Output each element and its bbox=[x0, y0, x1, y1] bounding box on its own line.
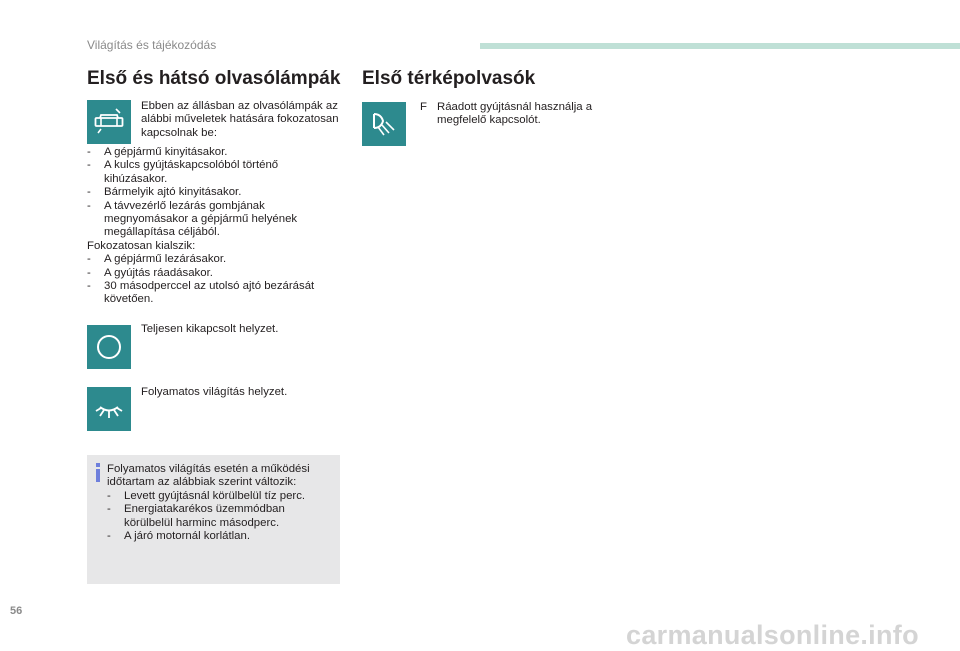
map-light-icon bbox=[362, 102, 406, 146]
info-intro: Folyamatos világítás esetén a működési időtartam az alábbiak szerint változik: bbox=[107, 463, 310, 489]
list-item: - Bármelyik ajtó kinyitásakor. bbox=[87, 186, 242, 199]
list-item: F Ráadott gyújtásnál használja a megfelelő kapcsolót. bbox=[420, 101, 593, 127]
list-item: - A távvezérlő lezárás gombjának megnyomásakor a gépjármű helyének megállapítása céljából. bbox=[87, 199, 298, 239]
header-bar bbox=[480, 43, 960, 49]
list-item: - Levett gyújtásnál körülbelül tíz perc. bbox=[107, 489, 306, 502]
list-item: - A gépjármű lezárásakor. bbox=[87, 253, 227, 266]
right-heading: Első térképolvasók bbox=[362, 68, 536, 89]
lamp-on-icon bbox=[87, 387, 131, 431]
off-position-text: Teljesen kikapcsolt helyzet. bbox=[141, 323, 279, 335]
section-title: Világítás és tájékozódás bbox=[87, 38, 217, 52]
list-item: - A gyújtás ráadásakor. bbox=[87, 266, 213, 279]
list-item: - 30 másodperccel az utolsó ajtó bezárását követően. bbox=[87, 280, 315, 306]
door-mode-icon bbox=[87, 100, 131, 144]
map-light-bullet bbox=[420, 101, 610, 128]
list-item: - Energiatakarékos üzemmódban körülbelül harminc másodperc. bbox=[107, 503, 285, 529]
list-item: - A gépjármű kinyitásakor. bbox=[87, 146, 228, 158]
off-position-icon bbox=[87, 325, 131, 369]
list-item: - A járó motornál korlátlan. bbox=[107, 530, 250, 543]
left-heading: Első és hátsó olvasólámpák bbox=[87, 68, 341, 89]
door-mode-list bbox=[87, 146, 340, 307]
lamp-on-text: Folyamatos világítás helyzet. bbox=[141, 386, 288, 398]
watermark: carmanualsonline.info bbox=[626, 620, 919, 650]
list-item: - A kulcs gyújtáskapcsolóból történő kihúzásakor. bbox=[87, 159, 279, 185]
page-number: 56 bbox=[10, 605, 23, 617]
bullet-arrow-icon: F bbox=[420, 101, 427, 113]
info-text bbox=[107, 463, 335, 543]
off-title: Fokozatosan kialszik: bbox=[87, 239, 196, 252]
info-icon bbox=[96, 463, 100, 482]
info-box bbox=[87, 455, 340, 584]
door-mode-intro: Ebben az állásban az olvasólámpák az alábbi műveletek hatására fokozatosan kapcsolnak be: bbox=[141, 100, 339, 139]
